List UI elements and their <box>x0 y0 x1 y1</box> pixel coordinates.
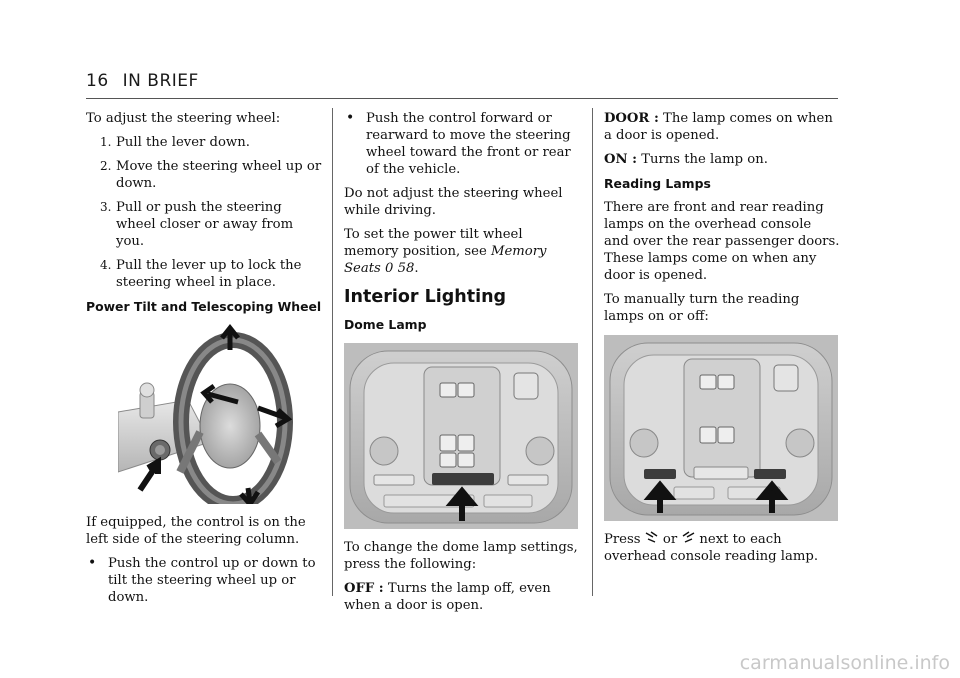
section-heading: Interior Lighting <box>344 287 507 307</box>
bullet-icon: • <box>88 555 97 571</box>
intro-text: To adjust the steering wheel: <box>86 111 281 126</box>
paragraph <box>604 531 840 565</box>
cross-reference-link[interactable]: Memory Seats <box>344 244 547 276</box>
step-number: 2. <box>100 159 112 173</box>
bullet-text: Push the control up or down to tilt the steering wheel up or down. <box>108 556 316 605</box>
reading-lamp-left-icon <box>645 532 663 547</box>
paragraph: There are front and rear reading lamps on the overhead console and over the rear passenger doors. These lamps come on when any door is opened. <box>604 200 840 283</box>
step-text: Move the steering wheel up or down. <box>116 159 322 191</box>
bullet-item <box>344 110 580 178</box>
page-reference: 58 <box>397 261 415 276</box>
term: ON : <box>604 152 638 167</box>
page-header <box>86 71 199 91</box>
page-number: 16 <box>86 71 109 91</box>
term: OFF : <box>344 581 384 596</box>
dome-lamp-figure <box>344 343 578 529</box>
paragraph-text: next to each overhead console reading lamp. <box>604 532 819 564</box>
paragraph <box>344 226 580 277</box>
reading-lamp-right-icon <box>677 532 699 547</box>
paragraph <box>344 580 580 614</box>
column-divider <box>592 108 593 596</box>
header-rule <box>86 98 838 99</box>
term-description: Turns the lamp on. <box>637 152 768 167</box>
term-description: The lamp comes on when a door is opened. <box>604 111 833 143</box>
paragraph-text: To set the power tilt wheel memory position, see <box>344 227 523 259</box>
list-item <box>86 134 322 151</box>
step-text: Pull or push the steering wheel closer or away from you. <box>116 200 294 249</box>
column-divider <box>332 108 333 596</box>
steering-wheel-illustration <box>118 322 293 504</box>
step-text: Pull the lever down. <box>116 135 250 150</box>
paragraph <box>604 110 840 144</box>
reading-lamps-illustration <box>604 335 838 521</box>
paragraph <box>604 151 840 168</box>
sub-heading: Reading Lamps <box>604 176 711 191</box>
list-item <box>86 158 322 192</box>
bullet-item <box>86 555 322 606</box>
paragraph: To manually turn the reading lamps on or off: <box>604 292 800 324</box>
paragraph-text: or <box>662 532 678 547</box>
term-description: Turns the lamp off, even when a door is open. <box>344 581 551 613</box>
column-3 <box>604 110 840 572</box>
overhead-console-illustration <box>344 343 578 529</box>
step-text: Pull the lever up to lock the steering wheel in place. <box>116 258 302 290</box>
column-2 <box>344 110 580 621</box>
step-number: 4. <box>100 258 112 272</box>
step-number: 3. <box>100 200 112 214</box>
term: DOOR : <box>604 111 659 126</box>
list-item <box>86 199 322 250</box>
watermark: carmanualsonline.info <box>739 652 950 674</box>
sub-heading: Power Tilt and Telescoping Wheel <box>86 299 322 314</box>
paragraph-text: Press <box>604 532 641 547</box>
paragraph: Do not adjust the steering wheel while driving. <box>344 186 563 218</box>
bullet-text: Push the control forward or rearward to move the steering wheel toward the front or rear of the vehicle. <box>366 111 571 177</box>
punctuation: . <box>414 261 419 276</box>
list-item <box>86 257 322 291</box>
column-1 <box>86 110 322 613</box>
steps-list <box>86 134 322 291</box>
bullet-icon: • <box>346 110 355 126</box>
sub-heading: Dome Lamp <box>344 317 427 332</box>
reference-arrow-icon: 0 <box>384 261 394 276</box>
steering-wheel-figure <box>118 322 293 504</box>
paragraph: If equipped, the control is on the left side of the steering column. <box>86 515 306 547</box>
step-number: 1. <box>100 135 112 149</box>
section-title: IN BRIEF <box>122 71 199 91</box>
reading-lamps-figure <box>604 335 838 521</box>
paragraph: To change the dome lamp settings, press the following: <box>344 540 578 572</box>
